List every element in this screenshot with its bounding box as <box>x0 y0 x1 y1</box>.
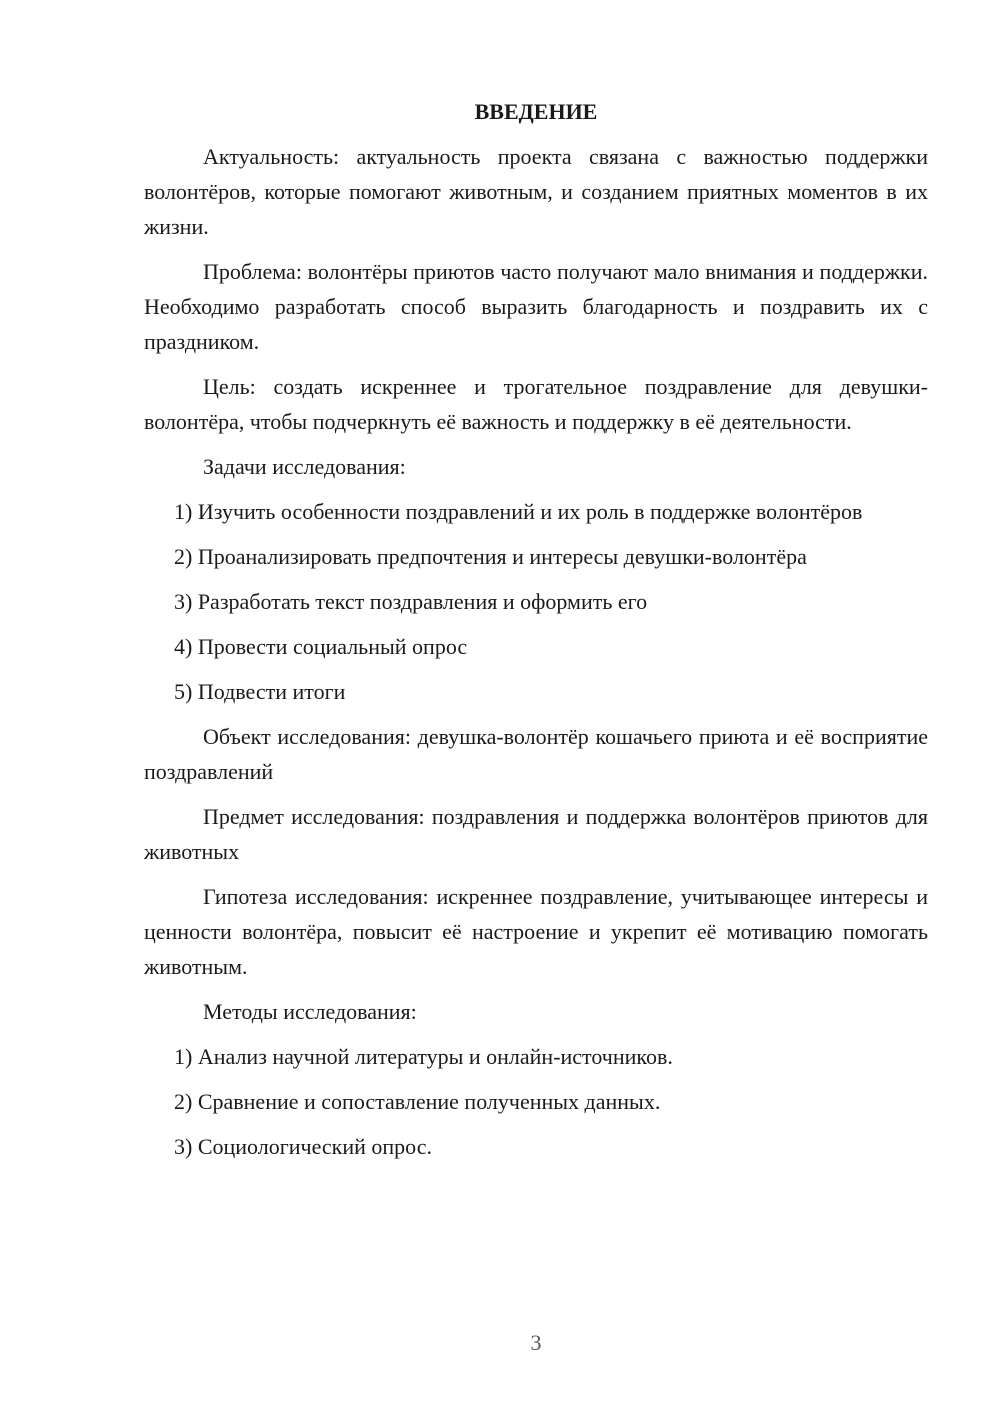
page-title: ВВЕДЕНИЕ <box>474 99 598 124</box>
paragraph-relevance: Актуальность: актуальность проекта связана с важностью поддержки волонтёров, которые помогают животным, и созданием приятных моментов в их жизни. <box>144 144 928 239</box>
paragraph-problem: Проблема: волонтёры приютов часто получают мало внимания и поддержки. Необходимо разработать способ выразить благодарность и поздравить их с праздником. <box>144 259 928 354</box>
method-list-item-1: 1) Анализ научной литературы и онлайн-источников. <box>174 1044 673 1069</box>
page-number: 3 <box>530 1330 542 1355</box>
method-list-item-3: 3) Социологический опрос. <box>174 1134 432 1159</box>
paragraph-subject: Предмет исследования: поздравления и поддержка волонтёров приютов для животных <box>144 804 928 864</box>
task-list-item-2: 2) Проанализировать предпочтения и интересы девушки-волонтёра <box>174 544 807 569</box>
paragraph-tasks-heading: Задачи исследования: <box>203 454 406 479</box>
paragraph-goal: Цель: создать искреннее и трогательное поздравление для девушки-волонтёра, чтобы подчеркнуть её важность и поддержку в её деятельности. <box>144 374 928 434</box>
task-list-item-1: 1) Изучить особенности поздравлений и их роль в поддержке волонтёров <box>174 499 863 524</box>
paragraph-methods-heading: Методы исследования: <box>203 999 417 1024</box>
task-list-item-5: 5) Подвести итоги <box>174 679 346 704</box>
task-list-item-4: 4) Провести социальный опрос <box>174 634 468 659</box>
task-list-item-3: 3) Разработать текст поздравления и оформить его <box>174 589 648 614</box>
paragraph-hypothesis: Гипотеза исследования: искреннее поздравление, учитывающее интересы и ценности волонтёра, повысит её настроение и укрепит её мотивацию помогать животным. <box>144 884 928 979</box>
paragraph-object: Объект исследования: девушка-волонтёр кошачьего приюта и её восприятие поздравлений <box>144 724 928 784</box>
method-list-item-2: 2) Сравнение и сопоставление полученных данных. <box>174 1089 661 1114</box>
document-page <box>144 94 928 1174</box>
